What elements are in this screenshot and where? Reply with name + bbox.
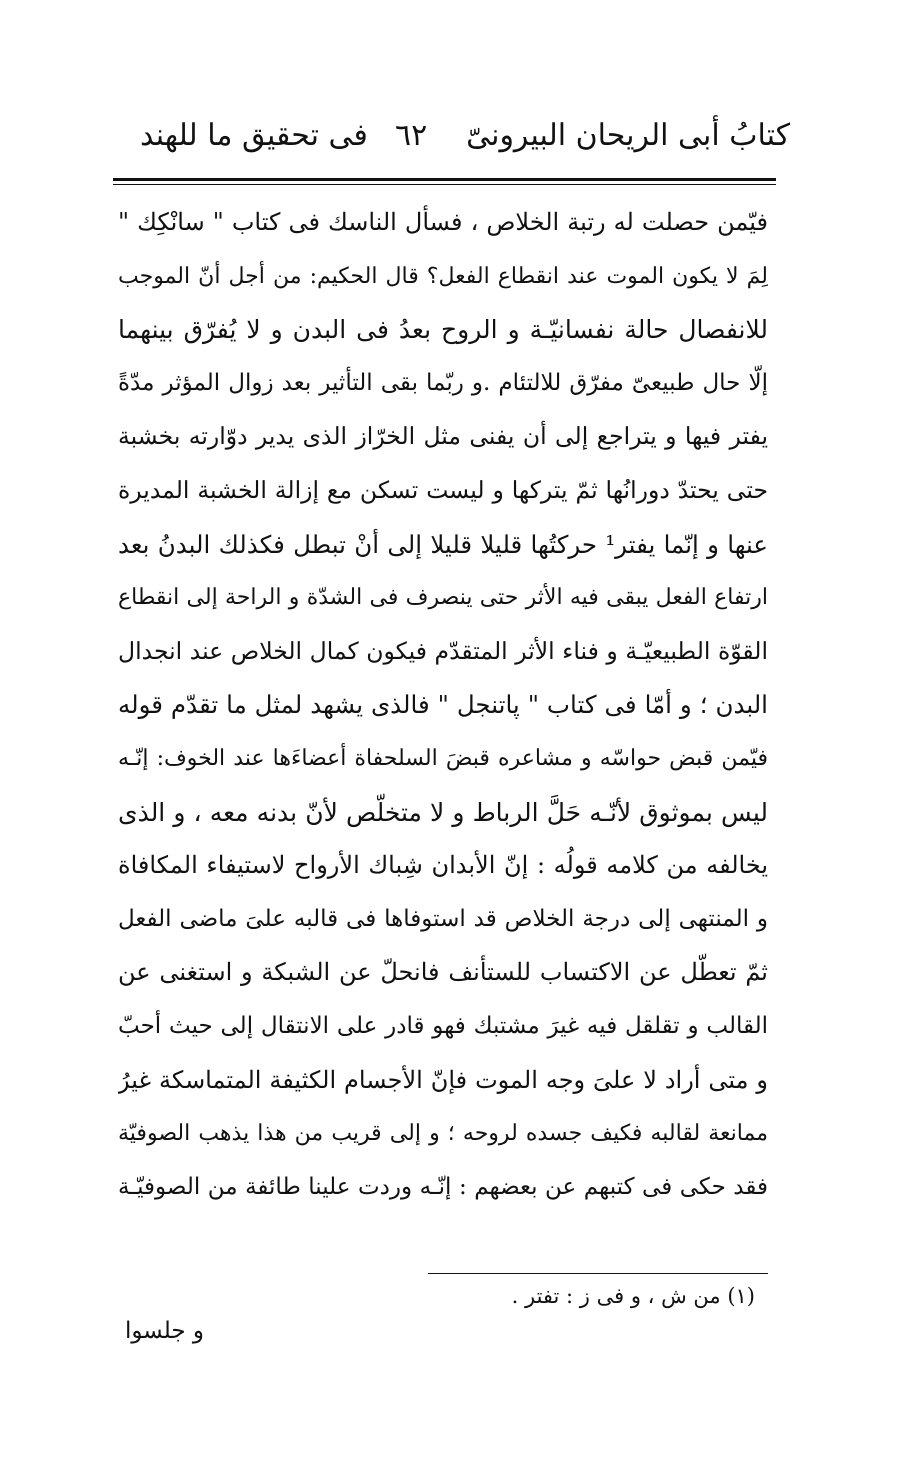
text-line: ممانعة لقالبه فكيف جسده لروحه ؛ و إلى قريب من هذا يذهب الصوفيّة [118, 1121, 768, 1147]
text-line: يفتر فيها و يتراجع إلى أن يفنى مثل الخرّاز الذى يدير دوّارته بخشبة [118, 422, 768, 451]
text-line: ثمّ تعطّل عن الاكتساب للستأنف فانحلّ عن الشبكة و استغنى عن [118, 958, 768, 987]
page-number: ٦٢ [395, 118, 428, 153]
text-line: للانفصال حالة نفسانيّـة و الروح بعدُ فى البدن و لا يُفرّق بينهما [118, 315, 768, 345]
text-line: إلّا حال طبيعىّ مفرّق للالتئام .و ربّما بقى التأثير بعد زوال المؤثر مدّةً [118, 369, 768, 396]
body-text [118, 196, 768, 1214]
text-line: عنها و إنّما يفتر¹ حركتُها قليلا قليلا إلى أنْ تبطل فكذلك البدنُ بعد [118, 529, 768, 559]
header-rule-thin [113, 184, 776, 185]
text-line: القالب و تقلقل فيه غيرَ مشتبك فهو قادر على الانتقال إلى حيث أحبّ [118, 1012, 768, 1039]
text-line: يخالفه من كلامه قولُه : إنّ الأبدان شِباك الأرواح لاستيفاء المكافاة [118, 851, 768, 880]
text-line: البدن ؛ و أمّا فى كتاب " پاتنجل " فالذى يشهد لمثل ما تقدّم قوله [118, 690, 768, 720]
section-title: فى تحقيق ما للهند [140, 118, 368, 153]
footnote: (١) من ش ، و فى ز : تفتر . [511, 1284, 755, 1308]
text-line: القوّة الطبيعيّـة و فناء الأثر المتقدّم فيكون كمال الخلاص عند انجدال [118, 636, 768, 665]
text-line: فيّمن حصلت له رتبة الخلاص ، فسأل الناسك فى كتاب " سانْكِك " [118, 208, 768, 236]
running-header [110, 118, 790, 170]
header-rule-thick [113, 178, 776, 181]
text-line: ارتفاع الفعل يبقى فيه الأثر حتى ينصرف فى الشدّة و الراحة إلى انقطاع [118, 585, 768, 611]
catchword: و جلسوا [125, 1318, 205, 1344]
text-line: فقد حكى فى كتبهم عن بعضهم : إنّـه وردت علينا طائفة من الصوفيّـة [118, 1173, 768, 1200]
text-line: لِمَ لا يكون الموت عند انقطاع الفعل؟ قال الحكيم: من أجل أنّ الموجب [118, 263, 768, 289]
text-line: و المنتهى إلى درجة الخلاص قد استوفاها فى قالبه علىَ ماضى الفعل [118, 905, 768, 932]
text-line: ليس بموثوق لأنّـه حَلَّ الرباط و لا متخلّص لأنّ بدنه معه ، و الذى [118, 797, 768, 827]
book-title: كتابُ أبى الريحان البيرونىّ [466, 118, 790, 153]
text-line: و متى أراد لا علىَ وجه الموت فإنّ الأجسام الكثيفة المتماسكة غيرُ [118, 1065, 768, 1094]
text-line: فيّمن قبض حواسّه و مشاعره قبضَ السلحفاة أعضاءَها عند الخوف: إنّـه [118, 745, 768, 771]
text-line: حتى يحتدّ دورانُها ثمّ يتركها و ليست تسكن مع إزالة الخشبة المديرة [118, 475, 768, 504]
footnote-rule [428, 1273, 768, 1274]
